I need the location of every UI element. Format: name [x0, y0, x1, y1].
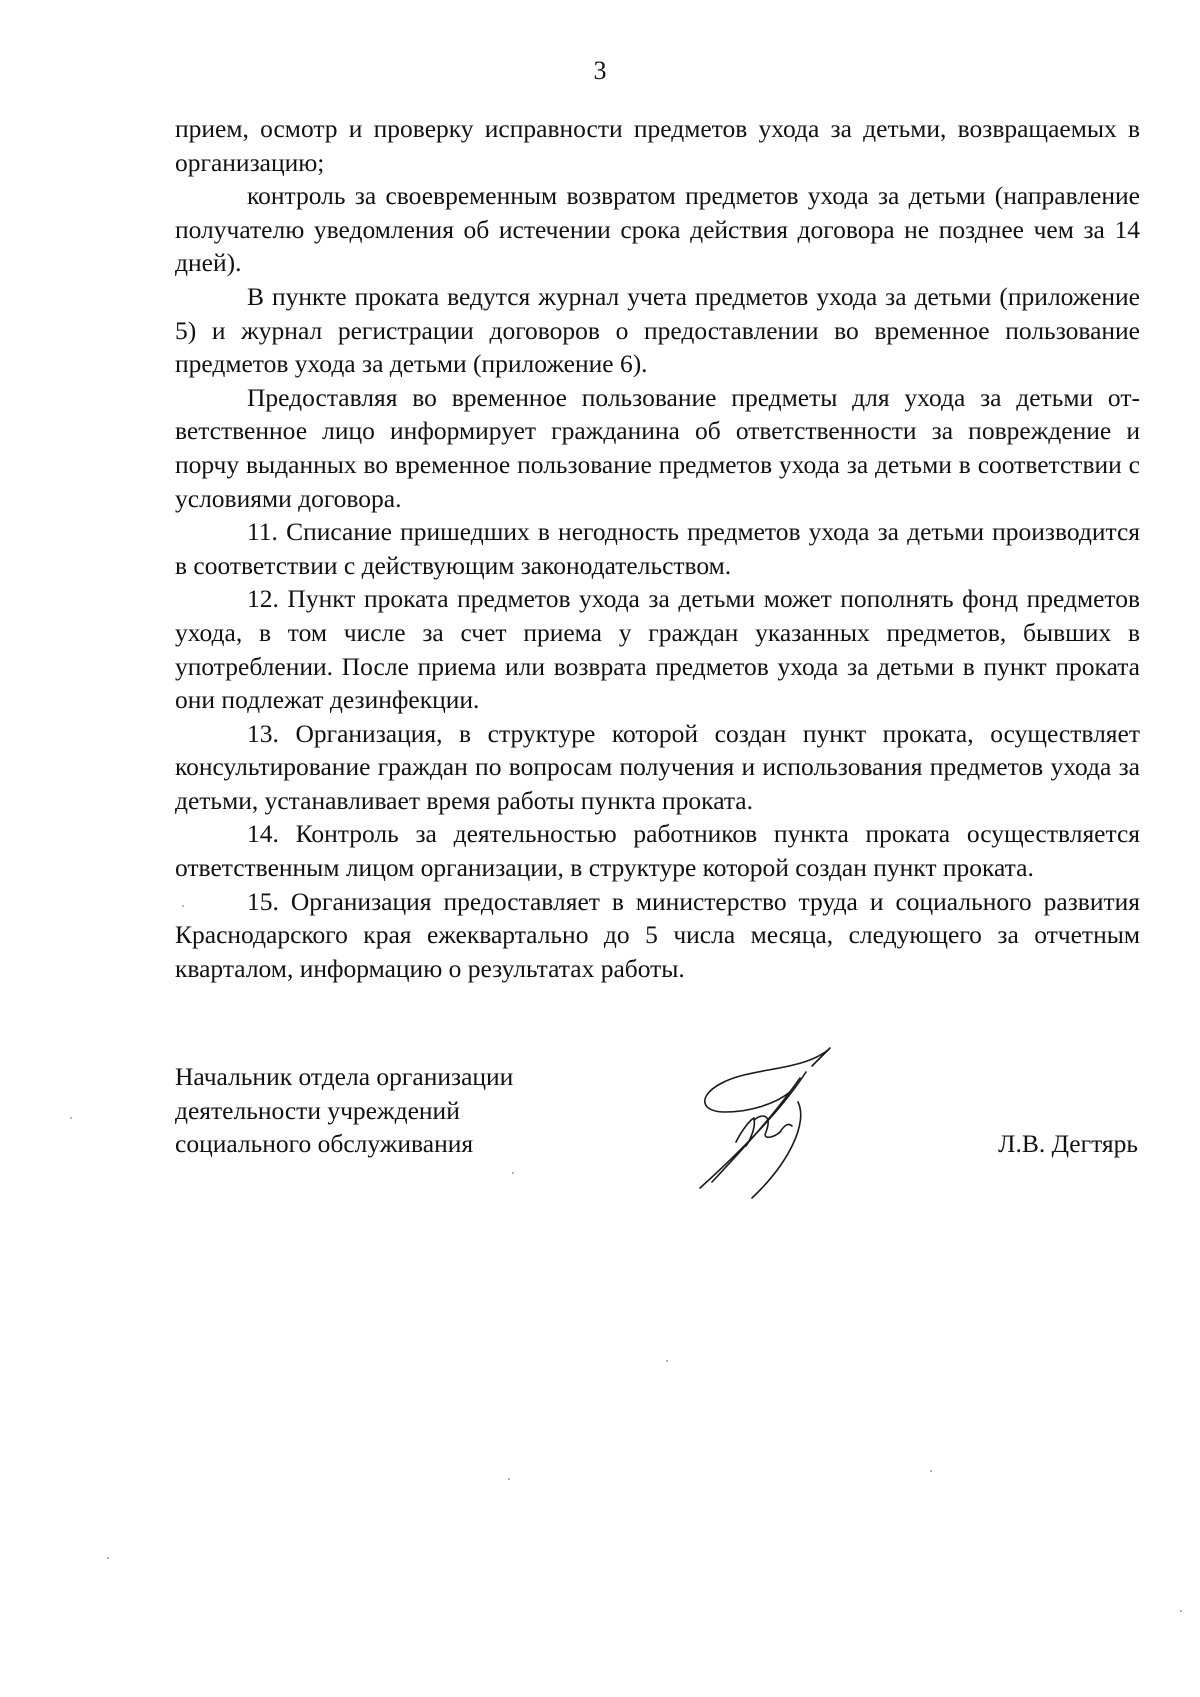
- scan-speck: [508, 1478, 510, 1480]
- scan-speck: [182, 905, 184, 907]
- signature-block: [175, 1060, 1140, 1220]
- document-body: [175, 112, 1140, 985]
- signer-name: Л.В. Дегтярь: [998, 1129, 1138, 1158]
- paragraph-item-12: 12. Пункт проката предметов ухода за детьми может пополнять фонд предметов ухода, в том числе за счет приема у граждан указанных предметов, бывших в употреблении. После приема или возврата предметов ухода за детьми в пункт проката они подлежат дезинфекции.: [175, 584, 1140, 715]
- scan-speck: [70, 1117, 72, 1119]
- signer-position-line: деятельности учреждений: [175, 1095, 460, 1125]
- paragraph-item-13: 13. Организация, в структуре которой создан пункт проката, осуществляет консультирование граждан по вопросам получения и использования предметов ухода за детьми, устанавливает время работы пункта проката.: [175, 718, 1140, 815]
- signer-position-line: социального обслуживания: [175, 1129, 474, 1159]
- paragraph-2: контроль за своевременным возвратом предметов ухода за детьми (направление получателю уведомления об истечении срока действия договора не позднее чем за 14 дней).: [175, 181, 1140, 278]
- scan-speck: [1180, 1610, 1182, 1612]
- paragraph-item-14: 14. Контроль за деятельностью работников пункта проката осуществляется ответственным лицом организации, в структуре которой создан пункт проката.: [175, 819, 1140, 883]
- signer-position-line: Начальник отдела организации: [175, 1062, 514, 1091]
- scan-speck: [512, 1172, 514, 1174]
- paragraph-item-15: 15. Организация предоставляет в министерство труда и социального развития Краснодарского края ежеквартально до 5 числа месяца, следующего за отчетным кварталом, информацию о результатах работы.: [175, 886, 1140, 983]
- paragraph-item-11: 11. Списание пришедших в негодность предметов ухода за детьми производится в соответствии с действующим законодательством.: [175, 517, 1140, 580]
- signer-position: [175, 1060, 513, 1161]
- scan-speck: [930, 1470, 932, 1472]
- page-number: 3: [593, 56, 607, 85]
- handwritten-signature: [680, 1042, 860, 1202]
- paragraph-1: прием, осмотр и проверку исправности предметов ухода за детьми, возвращаемых в организацию;: [175, 114, 1140, 177]
- scan-speck: [666, 1360, 668, 1362]
- paragraph-3: В пункте проката ведутся журнал учета предметов ухода за детьми (приложение 5) и журнал регистрации договоров о предоставлении во временное пользование предметов ухода за детьми (приложение 6).: [175, 281, 1140, 379]
- paragraph-4: Предоставляя во временное пользование предметы для ухода за детьми ответственное лицо информирует гражданина об ответственности за повреждение и порчу выданных во временное пользование предметов ухода за детьми в соответствии с условиями договора.: [175, 382, 1140, 513]
- scan-speck: [107, 1557, 109, 1559]
